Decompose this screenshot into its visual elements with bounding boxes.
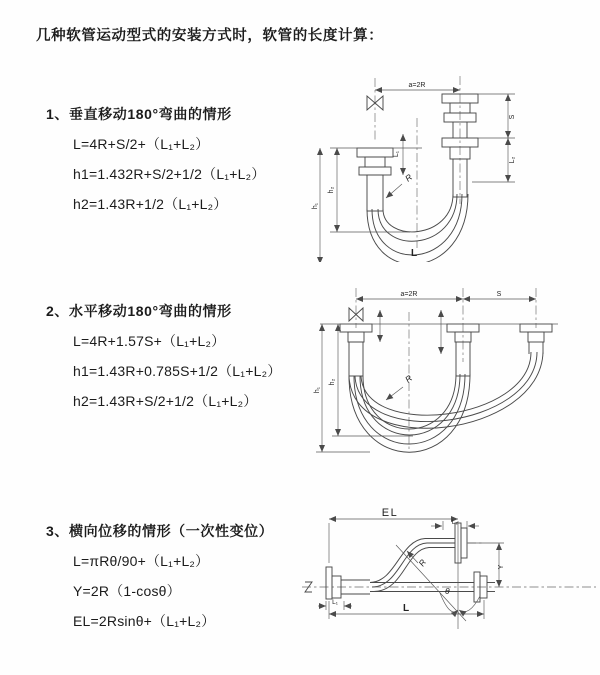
formula-line: L=4R+1.57S+（L₁+L₂） [73, 333, 226, 349]
angle-label: θ [445, 586, 450, 596]
radius-label: R [416, 557, 429, 569]
dim-label-span: a=2R [400, 291, 418, 298]
dim-label-span: a=2R [408, 82, 426, 89]
section-heading-3: 3、横向位移的情形（一次性变位） [46, 523, 274, 539]
dim-label-l2: L₂ [509, 156, 516, 164]
hose-curves [367, 194, 468, 262]
dim-label-h2: h₂ [328, 186, 335, 194]
dim-label-s: S [496, 291, 502, 298]
section-heading-1: 1、垂直移动180°弯曲的情形 [46, 106, 232, 122]
formula-line: h1=1.432R+S/2+1/2（L₁+L₂） [73, 166, 266, 182]
dim-label-h1: h₁ [312, 202, 319, 210]
dim-label-l1: L₁ [393, 150, 400, 158]
formula-line: EL=2Rsinθ+（L₁+L₂） [73, 613, 216, 629]
dim-label-h2: h₂ [329, 378, 336, 386]
formula-line: L=4R+S/2+（L₁+L₂） [73, 136, 210, 152]
dimension-lines [316, 299, 558, 452]
page-title: 几种软管运动型式的安装方式时，软管的长度计算： [36, 28, 384, 44]
formula-line: Y=2R（1-cosθ） [73, 583, 181, 599]
formula-line: h1=1.43R+0.785S+1/2（L₁+L₂） [73, 363, 282, 379]
length-label: L [402, 603, 410, 614]
diagram-horizontal-180-bend [308, 284, 593, 464]
formula-line: h2=1.43R+1/2（L₁+L₂） [73, 196, 228, 212]
dim-label-l1: L₁ [332, 599, 338, 606]
radius-label: R [403, 372, 415, 385]
pipe-fittings [326, 523, 495, 602]
diagram-lateral-displacement [298, 497, 600, 647]
dim-label-h1: h₁ [314, 386, 321, 394]
formula-line: L=πRθ/90+（L₁+L₂） [73, 553, 210, 569]
hose-curves [349, 352, 543, 452]
dim-label-s: S [509, 114, 516, 120]
dim-label-y: Y [498, 564, 505, 570]
dim-label-el: EL [381, 507, 399, 519]
pipe-fittings [340, 324, 552, 376]
radius-label: R [403, 171, 415, 184]
dimension-lines [318, 519, 504, 619]
hose-curves [370, 539, 455, 592]
dimension-lines [314, 90, 515, 262]
formula-line: h2=1.43R+S/2+1/2（L₁+L₂） [73, 393, 258, 409]
length-label: L [410, 248, 418, 259]
diagram-vertical-180-bend [310, 72, 595, 262]
dim-label-l2: L₂ [451, 519, 459, 526]
section-heading-2: 2、水平移动180°弯曲的情形 [46, 303, 232, 319]
